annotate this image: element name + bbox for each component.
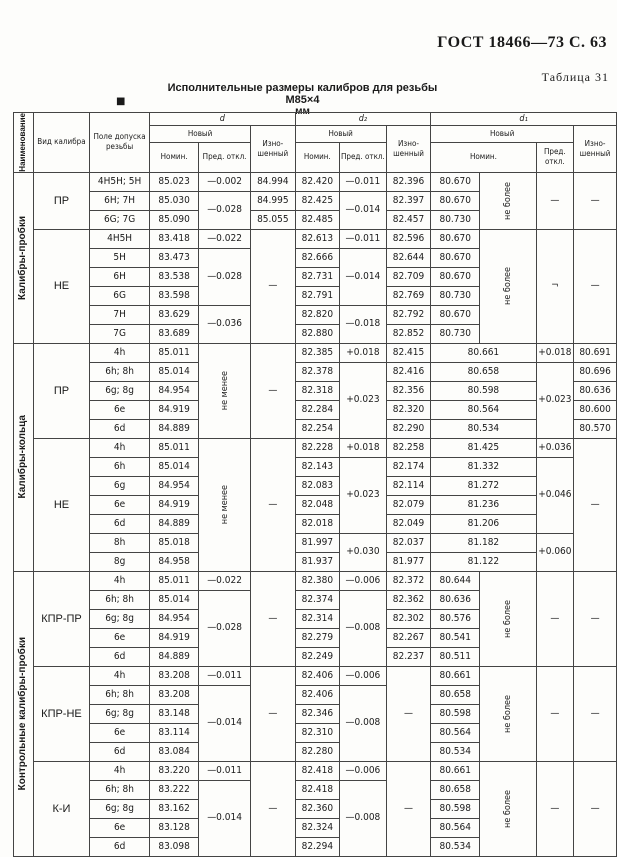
d-nominal-cell: 83.162	[150, 799, 199, 818]
tolerance-cell: 6g; 8g	[90, 799, 150, 818]
d2-nominal-cell: 82.228	[295, 438, 340, 457]
d1-nominal-cell: 80.564	[431, 400, 536, 419]
d-deviation-cell: —	[251, 343, 296, 438]
d2-deviation-cell: —0.006	[340, 666, 387, 685]
d-worn-cell: —	[251, 666, 296, 761]
tolerance-cell: 6e	[90, 628, 150, 647]
tolerance-cell: 6H	[90, 267, 150, 286]
d2-nominal-cell: 82.418	[295, 780, 340, 799]
d2-nominal-cell: 82.360	[295, 799, 340, 818]
d-deviation-cell: —0.011	[199, 761, 251, 780]
d1-deviation-cell: —	[536, 172, 574, 229]
d2-worn-cell: 82.596	[386, 229, 431, 248]
d2-deviation-cell: +0.018	[340, 438, 387, 457]
d2-deviation-cell: —0.006	[340, 571, 387, 590]
d2-deviation-cell: —0.014	[340, 191, 387, 229]
d1-limit-mark: не более	[480, 571, 536, 666]
d1-nominal-cell: 80.534	[431, 742, 480, 761]
d1-deviation-cell: —	[536, 571, 574, 666]
d1-deviation-cell: ¬	[536, 229, 574, 343]
d-nominal-cell: 85.014	[150, 590, 199, 609]
header-d-deviation: Пред. откл.	[199, 142, 251, 172]
type-label: НЕ	[33, 438, 89, 571]
tolerance-cell: 4H5H; 5H	[90, 172, 150, 191]
tolerance-cell: 6e	[90, 723, 150, 742]
d-nominal-cell: 83.114	[150, 723, 199, 742]
d1-worn-cell: 80.570	[574, 419, 617, 438]
tolerance-cell: 7G	[90, 324, 150, 343]
d-worn-cell: —	[251, 571, 296, 666]
d2-worn-cell: 82.356	[386, 381, 431, 400]
tolerance-cell: 7H	[90, 305, 150, 324]
d-nominal-cell: 84.954	[150, 381, 199, 400]
d1-nominal-cell: 80.598	[431, 799, 480, 818]
d1-nominal-cell: 80.576	[431, 609, 480, 628]
tolerance-cell: 6d	[90, 647, 150, 666]
d-nominal-cell: 83.148	[150, 704, 199, 723]
tolerance-cell: 4h	[90, 571, 150, 590]
d-nominal-cell: 83.208	[150, 666, 199, 685]
tolerance-cell: 6e	[90, 818, 150, 837]
d-worn-cell: 84.994	[251, 172, 296, 191]
header-d2-nominal: Номин.	[295, 142, 340, 172]
tolerance-cell: 6H; 7H	[90, 191, 150, 210]
d-limit-mark: не менее	[199, 343, 251, 438]
d2-worn-cell: 82.396	[386, 172, 431, 191]
d1-deviation-cell: —	[536, 666, 574, 761]
d1-nominal-cell: 81.332	[431, 457, 536, 476]
d2-nominal-cell: 82.378	[295, 362, 340, 381]
d2-deviation-cell: +0.030	[340, 533, 387, 571]
d1-nominal-cell: 80.541	[431, 628, 480, 647]
tolerance-cell: 6g; 8g	[90, 609, 150, 628]
d-nominal-cell: 83.598	[150, 286, 199, 305]
d2-nominal-cell: 81.937	[295, 552, 340, 571]
d-deviation-cell: —0.028	[199, 248, 251, 305]
d1-nominal-cell: 80.670	[431, 191, 480, 210]
header-d2-worn: Изно-шенный	[386, 126, 431, 173]
d2-nominal-cell: 82.294	[295, 837, 340, 856]
d1-nominal-cell: 80.658	[431, 780, 480, 799]
tolerance-cell: 6g	[90, 476, 150, 495]
d2-worn-cell: 82.237	[386, 647, 431, 666]
d-nominal-cell: 84.919	[150, 495, 199, 514]
d1-nominal-cell: 80.658	[431, 685, 480, 704]
d2-nominal-cell: 82.346	[295, 704, 340, 723]
tolerance-cell: 6e	[90, 400, 150, 419]
d2-nominal-cell: 82.666	[295, 248, 340, 267]
tolerance-cell: 6G	[90, 286, 150, 305]
d2-worn-cell: 82.415	[386, 343, 431, 362]
d2-worn-cell: 82.290	[386, 419, 431, 438]
d-nominal-cell: 84.889	[150, 419, 199, 438]
header-d: d	[150, 113, 295, 126]
d1-nominal-cell: 81.236	[431, 495, 536, 514]
d1-nominal-cell: 80.564	[431, 818, 480, 837]
d1-nominal-cell: 80.661	[431, 761, 480, 780]
d1-nominal-cell: 81.182	[431, 533, 536, 552]
tolerance-cell: 8h	[90, 533, 150, 552]
d1-deviation-cell: +0.023	[536, 362, 574, 438]
d1-deviation-cell: +0.046	[536, 457, 574, 533]
d-nominal-cell: 85.011	[150, 438, 199, 457]
tolerance-cell: 6d	[90, 514, 150, 533]
d1-worn-cell: —	[574, 229, 617, 343]
header-d1-deviation: Пред. откл.	[536, 142, 574, 172]
d1-nominal-cell: 80.670	[431, 229, 480, 248]
d-limit-mark: не менее	[199, 438, 251, 571]
d1-nominal-cell: 80.661	[431, 343, 536, 362]
d-nominal-cell: 83.538	[150, 267, 199, 286]
type-label: КПР-НЕ	[33, 666, 89, 761]
d2-worn-cell: 82.037	[386, 533, 431, 552]
d-nominal-cell: 83.220	[150, 761, 199, 780]
d1-nominal-cell: 80.598	[431, 704, 480, 723]
group-label-control-plug-gauges: Контрольные калибры-пробки	[14, 571, 34, 856]
d-nominal-cell: 84.889	[150, 647, 199, 666]
d-nominal-cell: 84.889	[150, 514, 199, 533]
d2-nominal-cell: 82.418	[295, 761, 340, 780]
d2-deviation-cell: —0.018	[340, 305, 387, 343]
table-label: Таблица 31	[541, 70, 609, 84]
group-label-ring-gauges: Калибры-кольца	[14, 343, 34, 571]
d1-nominal-cell: 80.644	[431, 571, 480, 590]
d2-deviation-cell: +0.018	[340, 343, 387, 362]
tolerance-cell: 6d	[90, 419, 150, 438]
tolerance-cell: 6h; 8h	[90, 685, 150, 704]
d2-nominal-cell: 82.420	[295, 172, 340, 191]
d2-nominal-cell: 82.314	[295, 609, 340, 628]
d1-nominal-cell: 81.425	[431, 438, 536, 457]
gauge-dimensions-table	[13, 112, 617, 857]
d2-nominal-cell: 82.310	[295, 723, 340, 742]
header-d2: d₂	[295, 113, 431, 126]
d2-deviation-cell: —0.006	[340, 761, 387, 780]
d2-nominal-cell: 82.018	[295, 514, 340, 533]
caption-unit: мм	[295, 106, 310, 117]
d-nominal-cell: 84.954	[150, 476, 199, 495]
d2-nominal-cell: 82.613	[295, 229, 340, 248]
d1-deviation-cell: +0.036	[536, 438, 574, 457]
tolerance-cell: 6h; 8h	[90, 362, 150, 381]
d1-nominal-cell: 80.661	[431, 666, 480, 685]
d2-worn-cell: 82.372	[386, 571, 431, 590]
d-deviation-cell: —0.022	[199, 229, 251, 248]
tolerance-cell: 6G; 7G	[90, 210, 150, 229]
d-nominal-cell: 83.418	[150, 229, 199, 248]
d1-nominal-cell: 80.670	[431, 305, 480, 324]
d-nominal-cell: 83.629	[150, 305, 199, 324]
d2-nominal-cell: 82.324	[295, 818, 340, 837]
d-nominal-cell: 85.011	[150, 343, 199, 362]
d1-nominal-cell: 80.670	[431, 248, 480, 267]
d-nominal-cell: 83.084	[150, 742, 199, 761]
d2-nominal-cell: 82.385	[295, 343, 340, 362]
d2-worn-cell: —	[386, 761, 431, 856]
d1-nominal-cell: 80.598	[431, 381, 536, 400]
d-nominal-cell: 85.023	[150, 172, 199, 191]
d2-deviation-cell: —0.011	[340, 172, 387, 191]
d2-nominal-cell: 82.280	[295, 742, 340, 761]
d-deviation-cell: —0.014	[199, 780, 251, 856]
header-type: Вид калибра	[33, 113, 89, 173]
d-deviation-cell: —0.002	[199, 172, 251, 191]
d1-limit-mark: не более	[480, 172, 536, 229]
d2-worn-cell: 82.792	[386, 305, 431, 324]
d1-deviation-cell: +0.018	[536, 343, 574, 362]
header-d-worn: Изно-шенный	[251, 126, 296, 173]
d2-nominal-cell: 82.374	[295, 590, 340, 609]
d1-nominal-cell: 80.730	[431, 324, 480, 343]
d2-worn-cell: 82.644	[386, 248, 431, 267]
d2-worn-cell: 82.709	[386, 267, 431, 286]
header-d1-nominal: Номин.	[431, 142, 536, 172]
d-worn-cell: —	[251, 761, 296, 856]
stray-mark: ■	[116, 96, 126, 107]
tolerance-cell: 6d	[90, 742, 150, 761]
d1-nominal-cell: 80.670	[431, 172, 480, 191]
d-nominal-cell: 84.919	[150, 628, 199, 647]
type-label: К-И	[33, 761, 89, 856]
d2-nominal-cell: 82.820	[295, 305, 340, 324]
caption-text: Исполнительные размеры калибров для резьбы М85×4	[167, 82, 438, 106]
d2-worn-cell: 82.049	[386, 514, 431, 533]
d2-nominal-cell: 82.249	[295, 647, 340, 666]
d2-deviation-cell: —0.014	[340, 248, 387, 305]
header-d2-new: Новый	[295, 126, 386, 143]
d2-worn-cell: 82.114	[386, 476, 431, 495]
d2-nominal-cell: 82.254	[295, 419, 340, 438]
d1-worn-cell: 80.696	[574, 362, 617, 381]
d1-worn-cell: —	[574, 571, 617, 666]
d-worn-cell: —	[251, 229, 296, 343]
header-d2-deviation: Пред. откл.	[340, 142, 387, 172]
d-nominal-cell: 84.954	[150, 609, 199, 628]
d2-worn-cell: —	[386, 666, 431, 761]
d-deviation-cell: —0.014	[199, 685, 251, 761]
d2-nominal-cell: 82.380	[295, 571, 340, 590]
d2-worn-cell: 81.977	[386, 552, 431, 571]
d-nominal-cell: 83.208	[150, 685, 199, 704]
d1-nominal-cell: 80.636	[431, 590, 480, 609]
d-nominal-cell: 83.128	[150, 818, 199, 837]
header-d-new: Новый	[150, 126, 251, 143]
d2-deviation-cell: +0.023	[340, 362, 387, 438]
header-d1-new: Новый	[431, 126, 574, 143]
header-d1: d₁	[431, 113, 617, 126]
d-deviation-cell: —0.028	[199, 191, 251, 229]
d1-limit-mark: не более	[480, 229, 536, 343]
d2-nominal-cell: 82.284	[295, 400, 340, 419]
d2-nominal-cell: 82.318	[295, 381, 340, 400]
d2-worn-cell: 82.769	[386, 286, 431, 305]
header-tolerance-field: Поле допуска резьбы	[90, 113, 150, 173]
type-label: НЕ	[33, 229, 89, 343]
d-nominal-cell: 84.958	[150, 552, 199, 571]
d2-worn-cell: 82.302	[386, 609, 431, 628]
d-deviation-cell: —	[251, 438, 296, 571]
d2-nominal-cell: 82.731	[295, 267, 340, 286]
d1-nominal-cell: 80.658	[431, 362, 536, 381]
tolerance-cell: 6d	[90, 837, 150, 856]
d-deviation-cell: —0.028	[199, 590, 251, 666]
d2-nominal-cell: 82.880	[295, 324, 340, 343]
d2-worn-cell: 82.852	[386, 324, 431, 343]
d-worn-cell: 85.055	[251, 210, 296, 229]
tolerance-cell: 6h; 8h	[90, 780, 150, 799]
page-header: ГОСТ 18466—73 С. 63	[437, 34, 607, 51]
tolerance-cell: 6g; 8g	[90, 704, 150, 723]
tolerance-cell: 8g	[90, 552, 150, 571]
d2-nominal-cell: 82.048	[295, 495, 340, 514]
d2-worn-cell: 82.174	[386, 457, 431, 476]
d1-nominal-cell: 81.272	[431, 476, 536, 495]
d2-deviation-cell: —0.008	[340, 590, 387, 666]
d-nominal-cell: 85.014	[150, 457, 199, 476]
d2-worn-cell: 82.320	[386, 400, 431, 419]
d2-worn-cell: 82.397	[386, 191, 431, 210]
d-nominal-cell: 85.090	[150, 210, 199, 229]
d1-deviation-cell: +0.060	[536, 533, 574, 571]
group-label-plug-gauges: Калибры-пробки	[14, 172, 34, 343]
tolerance-cell: 6g; 8g	[90, 381, 150, 400]
d-nominal-cell: 83.098	[150, 837, 199, 856]
type-label: КПР-ПР	[33, 571, 89, 666]
tolerance-cell: 4h	[90, 438, 150, 457]
d2-nominal-cell: 82.279	[295, 628, 340, 647]
d1-worn-cell: 80.691	[574, 343, 617, 362]
header-d1-worn: Изно-шенный	[574, 126, 617, 173]
d1-nominal-cell: 80.730	[431, 210, 480, 229]
d2-nominal-cell: 82.083	[295, 476, 340, 495]
d1-worn-cell: —	[574, 438, 617, 571]
d1-worn-cell: —	[574, 172, 617, 229]
d-nominal-cell: 85.014	[150, 362, 199, 381]
tolerance-cell: 5H	[90, 248, 150, 267]
header-name: Наименование	[14, 113, 34, 173]
d2-deviation-cell: +0.023	[340, 457, 387, 533]
d1-worn-cell: 80.600	[574, 400, 617, 419]
d2-nominal-cell: 82.425	[295, 191, 340, 210]
d-nominal-cell: 83.222	[150, 780, 199, 799]
d1-limit-mark: не более	[480, 761, 536, 856]
d1-limit-mark: не более	[480, 666, 536, 761]
d2-nominal-cell: 82.406	[295, 685, 340, 704]
tolerance-cell: 4H5H	[90, 229, 150, 248]
d2-worn-cell: 82.362	[386, 590, 431, 609]
d-worn-cell: 84.995	[251, 191, 296, 210]
d-nominal-cell: 83.473	[150, 248, 199, 267]
d1-nominal-cell: 80.730	[431, 286, 480, 305]
d2-nominal-cell: 82.791	[295, 286, 340, 305]
d-nominal-cell: 84.919	[150, 400, 199, 419]
d-deviation-cell: —0.022	[199, 571, 251, 590]
d2-nominal-cell: 82.143	[295, 457, 340, 476]
d-nominal-cell: 85.011	[150, 571, 199, 590]
d1-nominal-cell: 80.534	[431, 837, 480, 856]
d2-deviation-cell: —0.008	[340, 780, 387, 856]
d2-worn-cell: 82.258	[386, 438, 431, 457]
d1-nominal-cell: 80.534	[431, 419, 536, 438]
d1-nominal-cell: 81.206	[431, 514, 536, 533]
d2-deviation-cell: —0.008	[340, 685, 387, 761]
tolerance-cell: 6h; 8h	[90, 590, 150, 609]
d1-nominal-cell: 80.511	[431, 647, 480, 666]
d2-deviation-cell: —0.011	[340, 229, 387, 248]
header-d-nominal: Номин.	[150, 142, 199, 172]
type-label: ПР	[33, 172, 89, 229]
d1-worn-cell: —	[574, 666, 617, 761]
d2-nominal-cell: 81.997	[295, 533, 340, 552]
d1-nominal-cell: 81.122	[431, 552, 536, 571]
tolerance-cell: 4h	[90, 343, 150, 362]
d-nominal-cell: 85.030	[150, 191, 199, 210]
d2-worn-cell: 82.079	[386, 495, 431, 514]
d2-worn-cell: 82.416	[386, 362, 431, 381]
d2-nominal-cell: 82.485	[295, 210, 340, 229]
d2-nominal-cell: 82.406	[295, 666, 340, 685]
d2-worn-cell: 82.267	[386, 628, 431, 647]
tolerance-cell: 6h	[90, 457, 150, 476]
d1-worn-cell: 80.636	[574, 381, 617, 400]
d-nominal-cell: 83.689	[150, 324, 199, 343]
d1-nominal-cell: 80.670	[431, 267, 480, 286]
tolerance-cell: 4h	[90, 666, 150, 685]
d-deviation-cell: —0.036	[199, 305, 251, 343]
d1-worn-cell: —	[574, 761, 617, 856]
d-nominal-cell: 85.018	[150, 533, 199, 552]
d-deviation-cell: —0.011	[199, 666, 251, 685]
type-label: ПР	[33, 343, 89, 438]
d2-worn-cell: 82.457	[386, 210, 431, 229]
d1-deviation-cell: —	[536, 761, 574, 856]
d1-nominal-cell: 80.564	[431, 723, 480, 742]
tolerance-cell: 4h	[90, 761, 150, 780]
tolerance-cell: 6e	[90, 495, 150, 514]
